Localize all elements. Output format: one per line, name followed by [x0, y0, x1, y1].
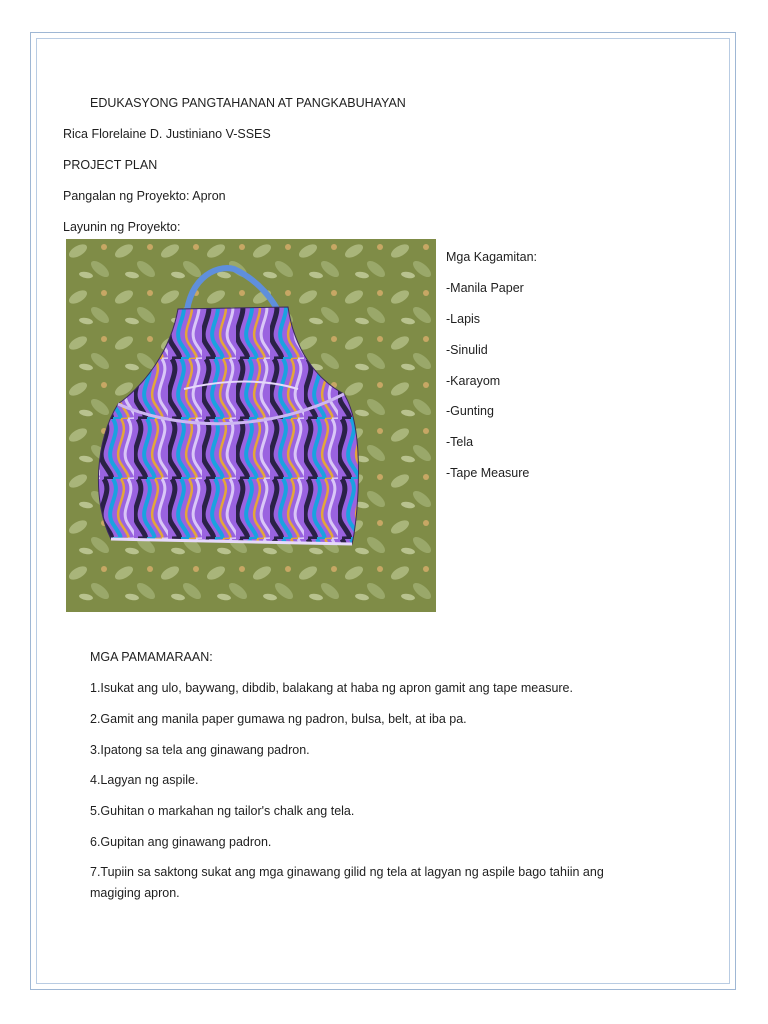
procedure-step: 4.Lagyan ng aspile. — [90, 773, 199, 787]
material-item: -Tela — [446, 435, 474, 449]
material-item: -Lapis — [446, 312, 481, 326]
materials-heading: Mga Kagamitan: — [446, 250, 538, 264]
project-name: Pangalan ng Proyekto: Apron — [63, 189, 226, 203]
procedure-step: 7.Tupiin sa saktong sukat ang mga ginawang gilid ng tela at lagyan ng aspile bago tahiin ang magiging apron. — [90, 865, 604, 900]
document-title: EDUKASYONG PANGTAHANAN AT PANGKABUHAYAN — [90, 96, 406, 110]
material-item: -Karayom — [446, 374, 501, 388]
material-item: -Sinulid — [446, 343, 488, 357]
procedure-step: 6.Gupitan ang ginawang padron. — [90, 835, 272, 849]
material-item: -Gunting — [446, 404, 494, 418]
procedure-step: 1.Isukat ang ulo, baywang, dibdib, balakang at haba ng apron gamit ang tape measure. — [90, 681, 573, 695]
procedure-step: 5.Guhitan o markahan ng tailor's chalk ang tela. — [90, 804, 355, 818]
procedure-heading: MGA PAMAMARAAN: — [90, 650, 213, 664]
apron-photo — [66, 239, 436, 612]
procedure-step: 3.Ipatong sa tela ang ginawang padron. — [90, 743, 310, 757]
procedure-step: 2.Gamit ang manila paper gumawa ng padron, bulsa, belt, at iba pa. — [90, 712, 467, 726]
author-line: Rica Florelaine D. Justiniano V-SSES — [63, 127, 271, 141]
project-objective: Layunin ng Proyekto: — [63, 220, 181, 234]
material-item: -Tape Measure — [446, 466, 530, 480]
doc-type: PROJECT PLAN — [63, 158, 158, 172]
material-item: -Manila Paper — [446, 281, 524, 295]
